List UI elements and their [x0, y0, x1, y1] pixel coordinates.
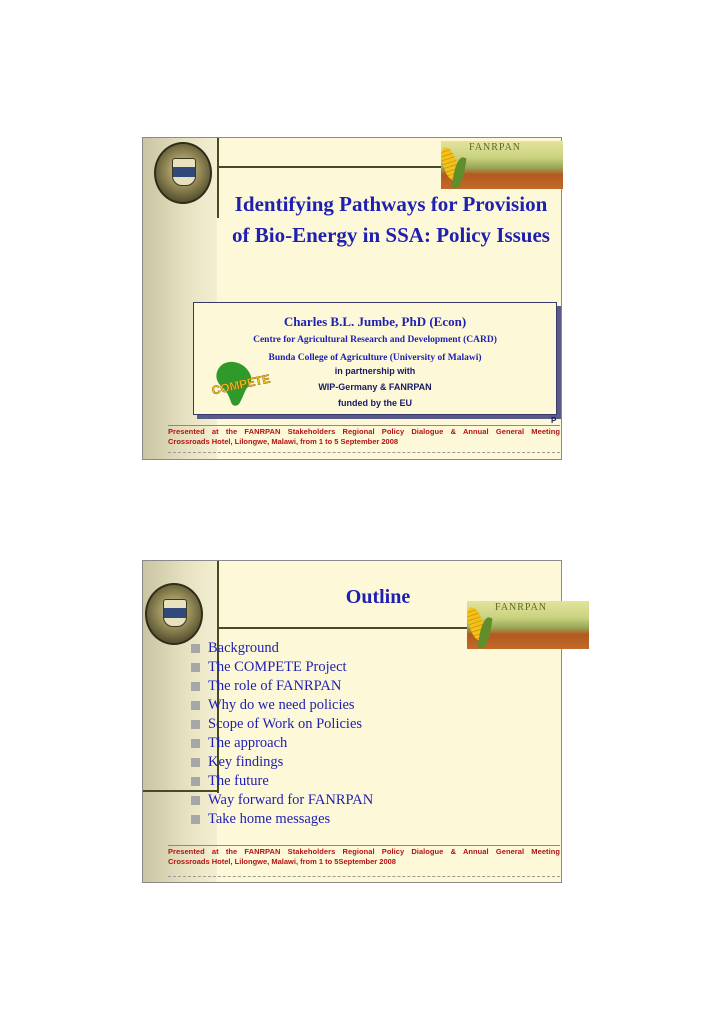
list-item: Background [191, 639, 373, 658]
bullet-square-icon [191, 777, 200, 786]
footer-dashed-rule [168, 452, 560, 453]
bullet-square-icon [191, 815, 200, 824]
bullet-square-icon [191, 682, 200, 691]
slide-title: Outline [345, 586, 411, 608]
footer-rule [168, 845, 560, 846]
funding-line: funded by the EU [338, 398, 412, 408]
affiliation-college: Bunda College of Agriculture (University of Malawi) [268, 353, 482, 363]
footer [168, 427, 560, 447]
horizontal-accent-bar [217, 627, 471, 629]
outline-slide [142, 560, 562, 883]
logo-text: FANRPAN [495, 602, 548, 613]
bullet-square-icon [191, 758, 200, 767]
bullet-square-icon [191, 663, 200, 672]
list-item: Way forward for FANRPAN [191, 791, 373, 810]
list-item: Scope of Work on Policies [191, 715, 373, 734]
footer [168, 847, 560, 867]
list-item: Why do we need policies [191, 696, 373, 715]
compete-logo-text: COMPETE [210, 371, 272, 398]
footer-rule [168, 425, 560, 426]
footer-dashed-rule [168, 876, 560, 877]
list-item: Key findings [191, 753, 373, 772]
bullet-square-icon [191, 644, 200, 653]
list-item: The future [191, 772, 373, 791]
list-item: The COMPETE Project [191, 658, 373, 677]
title-slide [142, 137, 562, 460]
bullet-square-icon [191, 796, 200, 805]
partnership-line: in partnership with [334, 366, 416, 376]
footer-line-venue: Crossroads Hotel, Lilongwe, Malawi, from 1 to 5 September 2008 [168, 437, 399, 446]
outline-list [191, 639, 373, 829]
footer-line-event: Presented at the FANRPAN Stakeholders Regional Policy Dialogue & Annual General Meeting [168, 847, 560, 856]
partners-line: WIP-Germany & FANRPAN [318, 382, 432, 392]
affiliation-centre: Centre for Agricultural Research and Development (CARD) [253, 335, 497, 345]
bullet-square-icon [191, 701, 200, 710]
list-item: The role of FANRPAN [191, 677, 373, 696]
footer-line-venue: Crossroads Hotel, Lilongwe, Malawi, from 1 to 5September 2008 [168, 857, 396, 866]
author-name: Charles B.L. Jumbe, PhD (Econ) [283, 314, 467, 329]
slide-title: Identifying Pathways for Provision of Bio-Energy in SSA: Policy Issues [232, 192, 550, 247]
footer-line-event: Presented at the FANRPAN Stakeholders Regional Policy Dialogue & Annual General Meeting [168, 427, 560, 436]
university-seal-icon [145, 583, 203, 645]
university-seal-icon [154, 142, 212, 204]
logo-text: FANRPAN [469, 142, 522, 153]
fanrpan-logo [441, 141, 563, 189]
list-item: The approach [191, 734, 373, 753]
bullet-square-icon [191, 720, 200, 729]
list-item: Take home messages [191, 810, 373, 829]
vertical-accent-bar [217, 138, 219, 218]
author-box [193, 302, 557, 415]
horizontal-accent-bar [217, 166, 447, 168]
bullet-square-icon [191, 739, 200, 748]
marker-letter: P [551, 416, 557, 425]
